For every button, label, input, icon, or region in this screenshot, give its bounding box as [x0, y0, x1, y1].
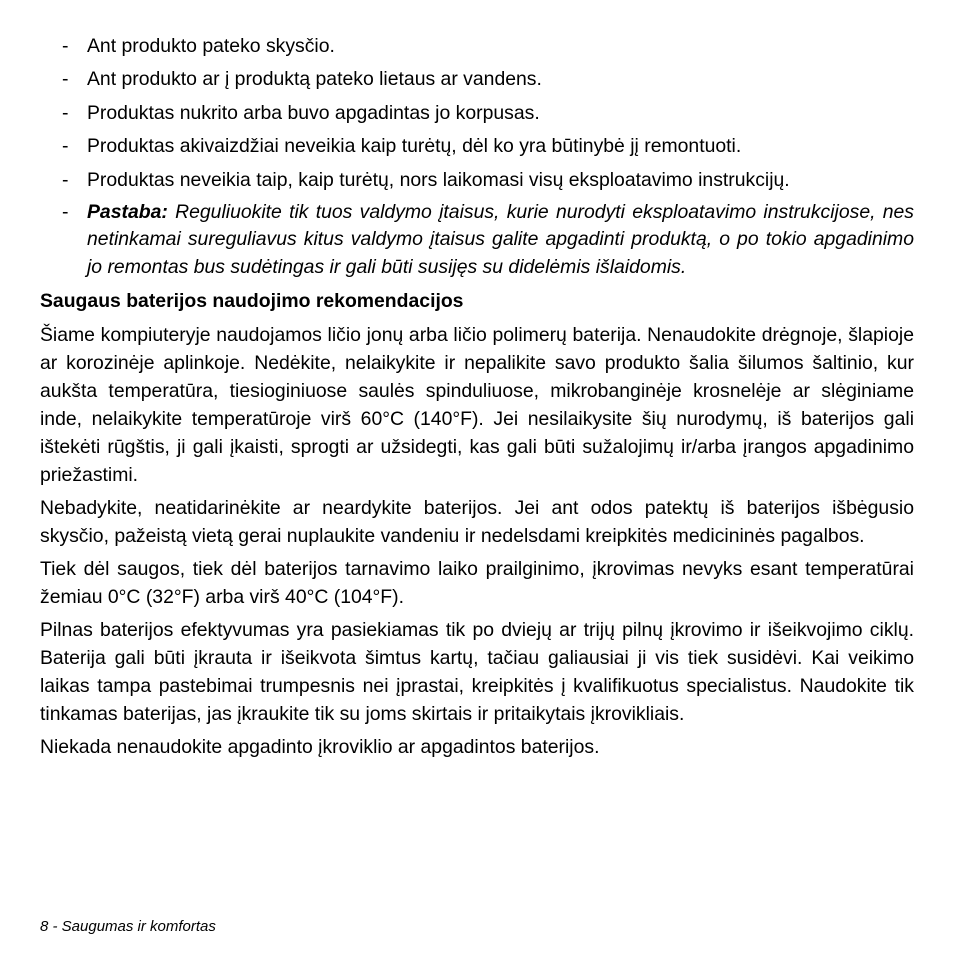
paragraph: Nebadykite, neatidarinėkite ar neardykite baterijos. Jei ant odos patektų iš baterijos išbėgusio skysčio, pažeistą vietą gerai nuplaukite vandeniu ir nedelsdami kreipkitės medicininės pagalbos. [40, 497, 914, 548]
condition-list [40, 32, 914, 281]
bullet-dash: - [62, 68, 69, 91]
list-item-text: Ant produkto ar į produktą pateko lietaus ar vandens. [87, 68, 542, 91]
bullet-dash: - [62, 135, 69, 158]
page-footer: 8 - Saugumas ir komfortas [40, 918, 216, 935]
paragraph: Niekada nenaudokite apgadinto įkroviklio ar apgadintos baterijos. [40, 736, 600, 759]
paragraph: Pilnas baterijos efektyvumas yra pasiekiamas tik po dviejų ar trijų pilnų įkrovimo ir išeikvojimo ciklų. Baterija gali būti įkrauta ir išeikvota šimtus kartų, tačiau galiausiai ji vis tiek susidėvi. Kai veikimo laikas tampa pastebimai trumpesnis nei įprastai, kreipkitės į kvalifikuotus specialistus. Naudokite tik tinkamas baterijas, jas įkraukite tik su joms skirtais ir pritaikytais įkrovikliais. [40, 619, 914, 726]
list-item [40, 32, 914, 60]
document-body [40, 32, 914, 766]
bullet-dash: - [62, 101, 69, 124]
note-item [40, 199, 914, 282]
bullet-dash: - [62, 200, 69, 223]
section-heading: Saugaus baterijos naudojimo rekomendacijos [40, 290, 464, 313]
list-item-text: Produktas akivaizdžiai neveikia kaip turėtų, dėl ko yra būtinybė jį remontuoti. [87, 135, 742, 158]
note-text: Reguliuokite tik tuos valdymo įtaisus, kurie nurodyti eksploatavimo instrukcijose, nes netinkamai sureguliavus kitus valdymo įtaisus galite apgadinti produktą, o po tokio apgadinimo jo remontas bus sudėtingas ir gali būti susijęs su didelėmis išlaidomis. [87, 200, 915, 278]
bullet-dash: - [62, 35, 69, 57]
list-item [40, 132, 914, 160]
list-item-text: Produktas nukrito arba buvo apgadintas jo korpusas. [87, 101, 540, 124]
note-label: Pastaba: [87, 200, 168, 223]
list-item [40, 166, 914, 194]
list-item [40, 99, 914, 127]
paragraph: Tiek dėl saugos, tiek dėl baterijos tarnavimo laiko prailginimo, įkrovimas nevyks esant temperatūrai žemiau 0°C (32°F) arba virš 40°C (104°F). [40, 558, 914, 609]
paragraph: Šiame kompiuteryje naudojamos ličio jonų arba ličio polimerų baterija. Nenaudokite drėgnoje, šlapioje ar korozinėje aplinkoje. Nedėkite, nelaikykite ir nepalikite savo produkto šalia šilumos šaltinio, kur aukšta temperatūra, tiesioginiuose saulės spinduliuose, mikrobanginėje krosnelėje ar slėginiame inde, nelaikykite temperatūroje virš 60°C (140°F). Jei nesilaikysite šių nurodymų, iš baterijos gali ištekėti rūgštis, ji gali įkaisti, sprogti ar užsidegti, kas gali būti sužalojimų ir/arba įrangos apgadinimo priežastimi. [40, 324, 914, 487]
bullet-dash: - [62, 168, 69, 191]
list-item-text: Produktas neveikia taip, kaip turėtų, nors laikomasi visų eksploatavimo instrukcijų. [87, 168, 790, 191]
list-item-text: Ant produkto pateko skysčio. [87, 35, 335, 57]
list-item [40, 65, 914, 93]
